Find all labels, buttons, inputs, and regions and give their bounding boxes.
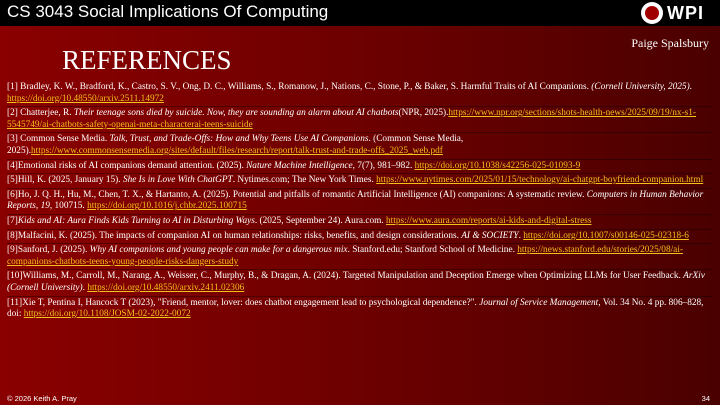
reference-text: . [82,282,88,293]
reference-text: [7] [7,215,18,226]
reference-list [7,81,712,322]
reference-text: (NPR, 2025). [398,108,449,119]
reference-link[interactable]: https://doi.org/10.1007/s00146-025-02318-6 [523,230,689,241]
reference-text: . Nytimes.com; The New York Times. [232,175,377,186]
reference-link[interactable]: https://www.aura.com/reports/ai-kids-and-digital-stress [386,215,592,226]
reference-text: [8]Malfacini, K. (2025). The impacts of companion AI on human relationships: risks, benefits, and design considerations. [7,230,462,241]
reference-item [7,81,712,106]
reference-text: [11]Xie T, Pentina I, Hancock T (2023), "Friend, mentor, lover: does chatbot engagement lead to psychological dependence?". [7,297,480,308]
reference-text: , 100715. [49,201,88,212]
reference-link[interactable]: https://news.stanford.edu/stories/2025/08/ai-companions-chatbots-teens-young-people-risks-dangers-study [7,245,683,267]
reference-title: AI & SOCIETY [461,230,519,241]
page-number: 34 [701,394,710,403]
reference-link[interactable]: https://doi.org/10.1108/JOSM-02-2022-0072 [23,309,191,320]
reference-link[interactable]: https://www.commonsensemedia.org/sites/default/files/research/report/talk-trust-and-trade-offs_2025_web.pdf [31,145,443,156]
footer-copyright: © 2026 Keith A. Pray [7,394,77,403]
reference-text: , Vol. 34 No. 4 pp. 806–828, doi: [7,297,704,320]
reference-text: [10]Williams, M., Carroll, M., Narang, A., Weisser, C., Murphy, B., & Dragan, A. (2024). Targeted Manipulation and Deception Emerge when Optimizing LLMs for User Feedback. [7,271,684,282]
reference-item [7,229,712,244]
presenter-name: Paige Spalsbury [631,36,709,50]
reference-item [7,214,712,229]
reference-item [7,269,712,295]
reference-title: Computers in Human Behavior Reports, 19 [7,189,704,212]
reference-text: [5]Hill, K. (2025, January 15). [7,175,123,186]
course-title: CS 3043 Social Implications Of Computing [7,2,329,21]
reference-item [7,243,712,269]
reference-title: Their teenage sons died by suicide. Now, they are sounding an alarm about AI chatbots [73,108,399,119]
reference-item [7,188,712,214]
reference-link[interactable]: https://www.npr.org/sections/shots-health-news/2025/09/19/nx-s1-5545749/ai-chatbots-safety-openai-meta-characterai-teens-suicide [7,108,697,130]
reference-text: . [518,230,524,241]
reference-text: [9]Sanford, J. (2025). [7,245,90,256]
slide-title: REFERENCES [62,45,232,75]
reference-text: [3] Common Sense Media. [7,134,110,145]
reference-title: Nature Machine Intelligence [246,160,353,171]
reference-text: , 7(7), 981–982. [352,160,415,171]
reference-text: [4]Emotional risks of AI companions demand attention. (2025). [7,160,247,171]
reference-item [7,159,712,174]
reference-item [7,132,712,158]
wpi-seal-icon [641,2,663,24]
reference-link[interactable]: https://doi.org/10.1016/j.chbr.2025.100715 [87,201,247,212]
reference-item [7,173,712,188]
reference-text: . (Common Sense Media, 2025). [7,134,464,156]
reference-link[interactable]: https://doi.org/10.1038/s42256-025-01093-9 [414,160,581,171]
reference-item [7,106,712,132]
reference-link[interactable]: https://doi.org/10.48550/arxiv.2511.14972 [7,93,164,104]
reference-text: [6]Ho, J. Q. H., Hu, M., Chen, T. X., & Hartanto, A. (2025). Potential and pitfalls of romantic Artificial Intelligence (AI) companions: A systematic review. [7,189,587,200]
reference-text: . Stanford.edu; Stanford School of Medicine. [347,245,518,256]
reference-title: She Is in Love With ChatGPT [122,175,233,186]
reference-text: [1] Bradley, K. W., Bradford, K., Castro, S. V., Ong, D. C., Williams, S., Romanow, J., Nations, C., Stone, P., & Baker, S. Harmful Traits of AI Companions. [7,82,592,92]
wpi-logo [641,2,704,24]
reference-link[interactable]: https://www.nytimes.com/2025/01/15/technology/ai-chatgpt-boyfriend-companion.html [376,175,704,186]
reference-text: . [689,82,692,92]
reference-title: Why AI companions and young people can make for a dangerous mix [89,245,348,256]
reference-text: . (2025, September 24). Aura.com. [254,215,387,226]
wpi-logo-text: WPI [667,2,704,23]
reference-title: Journal of Service Management [479,297,599,308]
reference-title: Talk, Trust, and Trade-Offs: How and Why Teens Use AI Companions [109,134,369,145]
reference-item [7,296,712,322]
reference-title: (Cornell University, 2025) [591,82,690,92]
reference-link[interactable]: https://doi.org/10.48550/arxiv.2411.02306 [87,282,245,293]
reference-title: ArXiv (Cornell University) [7,271,705,293]
reference-text: [2] Chatterjee, R. [7,108,74,119]
top-bar [0,0,720,26]
reference-title: Kids and AI: Aura Finds Kids Turning to AI in Disturbing Ways [17,215,255,226]
